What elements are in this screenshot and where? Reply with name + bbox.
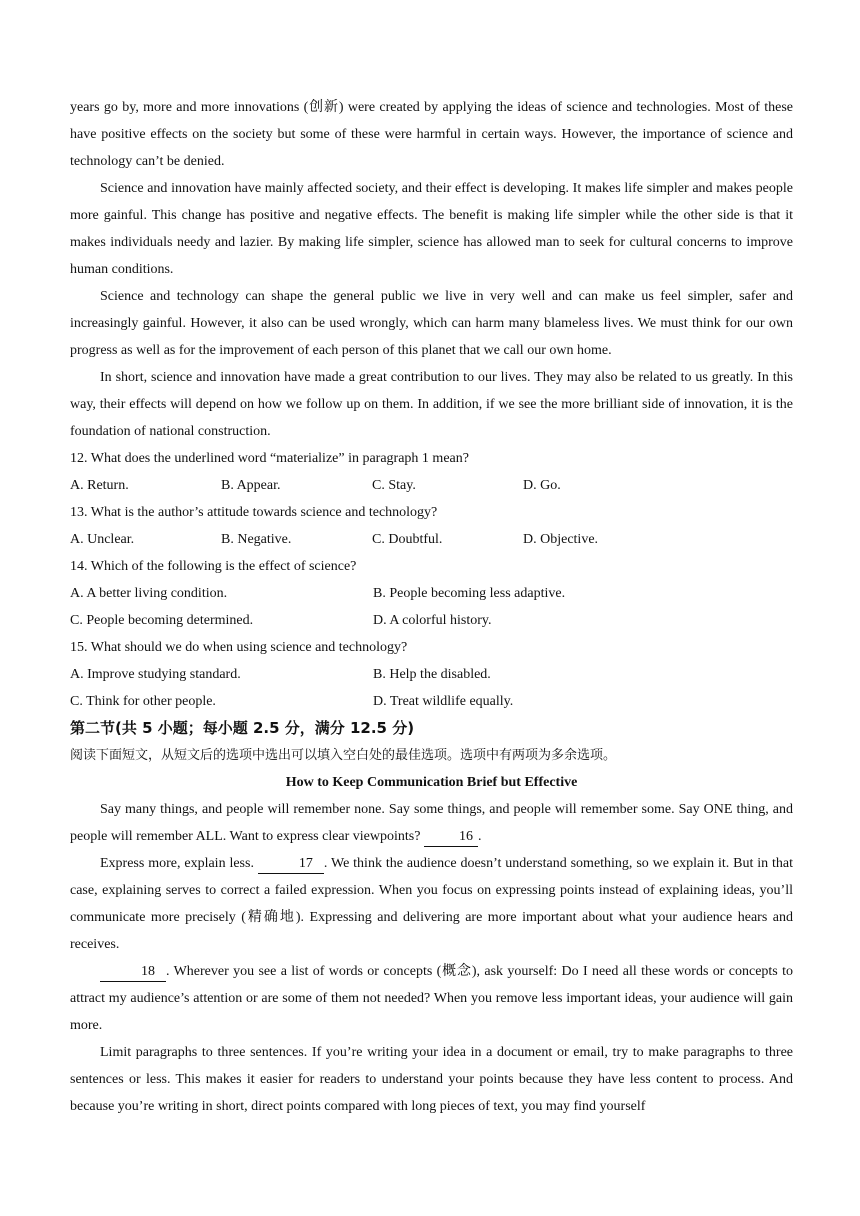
passage2-paragraph-4: Limit paragraphs to three sentences. If you’re writing your idea in a document or email, try to make paragraphs to three sentences or less. This makes it easier for readers to understand your points because they have less content to process. And because you’re writing in short, direct points compared with long pieces of text, you may find yourself	[70, 1045, 793, 1114]
passage1-paragraph-2: Science and innovation have mainly affected society, and their effect is developing. It makes life simpler and makes people more gainful. This change has positive and negative effects. The benefit is making life simpler while the other side is that it makes individuals needy and lazier. By making life simpler, science has allowed man to seek for cultural concerns to improve human conditions.	[70, 181, 793, 277]
option-d: D. Treat wildlife equally.	[373, 694, 514, 709]
document-page	[70, 94, 793, 1120]
question-15-options-row2	[70, 688, 793, 715]
option-b: B. People becoming less adaptive.	[373, 586, 566, 601]
question-12-options	[70, 472, 793, 499]
option-b: B. Help the disabled.	[373, 667, 491, 682]
passage2-paragraph-2	[70, 850, 793, 958]
blank-18: 18	[100, 963, 166, 982]
question-14-options-row1	[70, 580, 793, 607]
passage2-paragraph-1: Say many things, and people will remember none. Say some things, and people will remember some. Say ONE thing, and people will remember ALL. Want to express clear viewpoints? 16 .	[70, 796, 793, 850]
question-13-options	[70, 526, 793, 553]
option-c: C. Stay.	[372, 478, 416, 493]
option-d: D. A colorful history.	[373, 613, 492, 628]
blank-17: 17	[258, 855, 324, 874]
option-b: B. Negative.	[221, 532, 292, 547]
paragraph-text: Say many things, and people will remember none. Say some things, and people will remember some. Say ONE thing, and people will remember ALL. Want to express clear viewpoints?	[70, 802, 793, 844]
paragraph-text: Express more, explain less.	[100, 856, 258, 871]
passage1-paragraph-4: In short, science and innovation have made a great contribution to our lives. They may also be related to us greatly. In this way, their effects will depend on how we follow up on them. In addition, if we see the more brilliant side of innovation, it is the foundation of national construction.	[70, 370, 793, 439]
passage1-paragraph-1: years go by, more and more innovations (创新) were created by applying the ideas of science and technologies. Most of these have positive effects on the society but some of these were harmful in certain ways. However, the importance of science and technology can’t be denied.	[70, 100, 793, 169]
question-13: 13. What is the author’s attitude towards science and technology?	[70, 505, 438, 520]
option-a: A. Unclear.	[70, 532, 135, 547]
option-c: C. People becoming determined.	[70, 613, 254, 628]
section-heading: 第二节(共 5 小题；每小题 2.5 分，满分 12.5 分)	[70, 719, 415, 737]
question-14-options-row2	[70, 607, 793, 634]
option-a: A. Return.	[70, 478, 129, 493]
section-instruction: 阅读下面短文，从短文后的选项中选出可以填入空白处的最佳选项。选项中有两项为多余选项。	[70, 748, 617, 763]
option-c: C. Doubtful.	[372, 532, 443, 547]
blank-16: 16	[424, 828, 478, 847]
option-a: A. A better living condition.	[70, 586, 228, 601]
option-d: D. Go.	[523, 478, 561, 493]
paragraph-text: . We think the audience doesn’t understand something, so we explain it. But in that case, explaining serves to correct a failed expression. When you focus on expressing points instead of explaining ideas, you’ll communicate more precisely (精确地). Expressing and delivering are more important about what your audience hears and receives.	[70, 856, 793, 952]
paragraph-text: . Wherever you see a list of words or concepts (概念), ask yourself: Do I need all these words or concepts to attract my audience’s attention or are some of them not needed? When you remove less important ideas, your audience will gain more.	[70, 964, 793, 1033]
question-12: 12. What does the underlined word “materialize” in paragraph 1 mean?	[70, 451, 469, 466]
question-14: 14. Which of the following is the effect of science?	[70, 559, 357, 574]
passage-title: How to Keep Communication Brief but Effective	[285, 775, 578, 790]
question-15-options-row1	[70, 661, 793, 688]
option-a: A. Improve studying standard.	[70, 667, 241, 682]
option-d: D. Objective.	[523, 532, 599, 547]
passage1-paragraph-3: Science and technology can shape the general public we live in very well and can make us feel simpler, safer and increasingly gainful. However, it also can be used wrongly, which can harm many blameless lives. We must think for our own progress as well as for the improvement of each person of this planet that we call our own home.	[70, 289, 793, 358]
passage2-paragraph-3	[70, 958, 793, 1039]
option-c: C. Think for other people.	[70, 694, 216, 709]
question-15: 15. What should we do when using science and technology?	[70, 640, 408, 655]
option-b: B. Appear.	[221, 478, 281, 493]
